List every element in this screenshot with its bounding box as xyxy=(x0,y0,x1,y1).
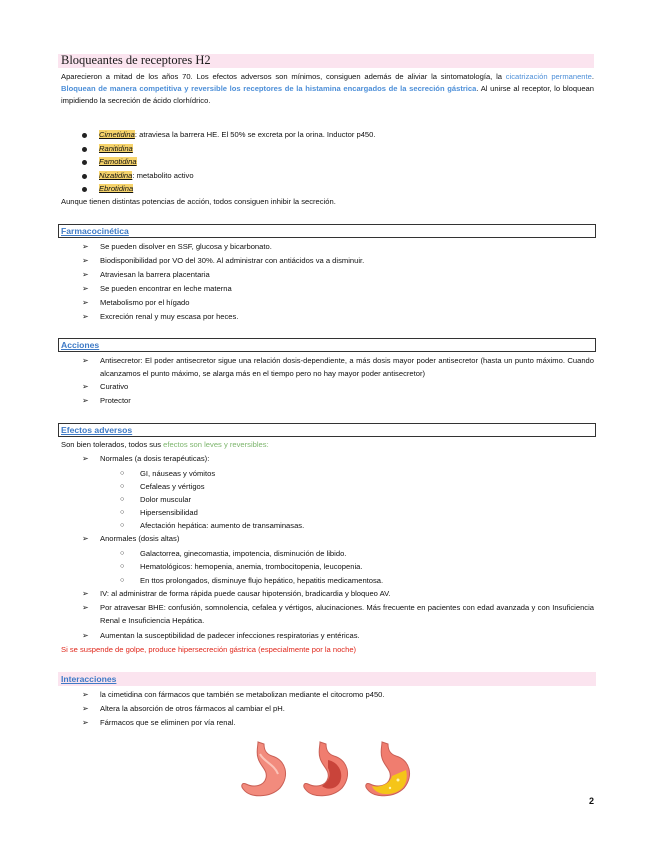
drug-name: Ranitidina xyxy=(99,143,133,153)
list-item xyxy=(82,182,375,196)
list-item xyxy=(82,142,375,156)
page-number: 2 xyxy=(589,796,595,806)
bullet-icon xyxy=(82,133,87,138)
sub-list-item: ○ Dolor muscular xyxy=(120,495,192,504)
list-item: ➢ Anormales (dosis altas) xyxy=(82,533,594,546)
intro-text-1: Aparecieron a mitad de los años 70. Los efectos adversos son mínimos, consiguen además de aliviar la sintomatología, la xyxy=(61,72,506,81)
list-item xyxy=(82,169,375,183)
sub-list-item: ○ Hipersensibilidad xyxy=(120,508,198,517)
section-heading: Farmacocinética xyxy=(61,226,129,236)
bullet-icon xyxy=(82,160,87,165)
arrow-icon: ➢ xyxy=(82,396,89,405)
arrow-icon: ➢ xyxy=(82,356,89,365)
intro-paragraph xyxy=(61,71,594,107)
section-heading: Acciones xyxy=(61,340,100,350)
circle-bullet-icon: ○ xyxy=(120,550,125,557)
sub-list-item: ○ Afectación hepática: aumento de transaminasas. xyxy=(120,521,305,530)
circle-bullet-icon: ○ xyxy=(120,496,125,503)
arrow-icon: ➢ xyxy=(82,631,89,640)
bullet-icon xyxy=(82,147,87,152)
drug-desc: : metabolito activo xyxy=(132,170,194,180)
list-item: ➢ Se pueden encontrar en leche materna xyxy=(82,283,594,296)
section-acciones xyxy=(58,338,596,352)
list-item: ➢ Protector xyxy=(82,395,594,408)
list-item xyxy=(82,128,375,142)
warning-text: Si se suspende de golpe, produce hipersecreción gástrica (especialmente por la noche) xyxy=(61,645,357,654)
drug-name: Nizatidina xyxy=(99,170,133,180)
sub-list-item: ○ En ttos prolongados, disminuye flujo hepático, hepatitis medicamentosa. xyxy=(120,576,384,585)
list-item: ➢ Por atravesar BHE: confusión, somnolencia, cefalea y vértigos, alucinaciones. Más frecuente en pacientes con edad avanzada y con Insuficiencia Renal e Insuficiencia Hepática. xyxy=(82,603,594,625)
intro-text-mechanism: Bloquean de manera competitiva y reversible los receptores de la histamina encargados de la secreción gástrica xyxy=(61,84,477,93)
efectos-intro: Son bien tolerados, todos sus efectos son leves y reversibles: xyxy=(61,440,269,449)
arrow-icon: ➢ xyxy=(82,603,89,612)
section-heading: Efectos adversos xyxy=(61,425,133,435)
section-farmacocinetica xyxy=(58,224,596,238)
section-interacciones xyxy=(58,672,596,686)
arrow-icon: ➢ xyxy=(82,242,89,251)
drug-desc: : atraviesa la barrera HE. El 50% se excreta por la orina. Inductor p450. xyxy=(134,130,376,139)
sub-list-item: ○ Cefaleas y vértigos xyxy=(120,482,205,491)
arrow-icon: ➢ xyxy=(82,454,89,463)
intro-text-2: . Al unirse al receptor, lo bloquean impidiendo la secreción de ácido clorhídrico. xyxy=(61,84,594,105)
circle-bullet-icon: ○ xyxy=(120,563,125,570)
arrow-icon: ➢ xyxy=(82,312,89,321)
arrow-icon: ➢ xyxy=(82,270,89,279)
intro-text-cicatrizacion: cicatrización permanente xyxy=(505,72,592,81)
section-heading: Interacciones xyxy=(61,674,117,684)
list-item: ➢ Antisecretor: El poder antisecretor sigue una relación dosis-dependiente, a más dosis mayor poder antisecretor (hasta un punto máximo. Cuando alcanzamos el punto máximo, se alarga más en el tiempo pero no hay mayor poder antisecretor) xyxy=(82,356,594,378)
arrow-icon: ➢ xyxy=(82,704,89,713)
drug-name: Ebrotidina xyxy=(99,184,134,194)
arrow-icon: ➢ xyxy=(82,256,89,265)
list-item: ➢ la cimetidina con fármacos que también se metabolizan mediante el citocromo p450. xyxy=(82,689,594,702)
drugs-note: Aunque tienen distintas potencias de acción, todos consiguen inhibir la secreción. xyxy=(61,197,336,206)
circle-bullet-icon: ○ xyxy=(120,509,125,516)
list-item: ➢ Normales (a dosis terapéuticas): xyxy=(82,453,594,466)
list-item: ➢ Aumentan la susceptibilidad de padecer infecciones respiratorias y entéricas. xyxy=(82,630,594,643)
list-item: ➢ Atraviesan la barrera placentaria xyxy=(82,269,594,282)
bullet-icon xyxy=(82,174,87,179)
arrow-icon: ➢ xyxy=(82,382,89,391)
drug-name: Famotidina xyxy=(99,157,137,167)
list-item: ➢ Altera la absorción de otros fármacos al cambiar el pH. xyxy=(82,703,594,716)
list-item: ➢ Se pueden disolver en SSF, glucosa y bicarbonato. xyxy=(82,241,594,254)
list-item xyxy=(82,155,375,169)
page-title: Bloqueantes de receptores H2 xyxy=(61,53,211,67)
bullet-icon xyxy=(82,187,87,192)
stomach-healthy-icon xyxy=(242,742,286,796)
section-efectos-adversos xyxy=(58,423,596,437)
stomach-acid-icon xyxy=(366,742,410,796)
circle-bullet-icon: ○ xyxy=(120,483,125,490)
sub-list-item: ○ Hematológicos: hemopenia, anemia, trombocitopenia, leucopenia. xyxy=(120,562,363,571)
drug-list xyxy=(82,128,375,196)
list-item: ➢ Fármacos que se eliminen por vía renal. xyxy=(82,717,594,730)
list-item: ➢ Excreción renal y muy escasa por heces. xyxy=(82,311,594,324)
drug-name: Cimetidina xyxy=(99,130,135,139)
circle-bullet-icon: ○ xyxy=(120,522,125,529)
circle-bullet-icon: ○ xyxy=(120,470,125,477)
arrow-icon: ➢ xyxy=(82,690,89,699)
list-item: ➢ IV: al administrar de forma rápida puede causar hipotensión, bradicardia y bloqueo AV. xyxy=(82,588,594,601)
intro-text-sep: . xyxy=(591,72,594,81)
list-item: ➢ Curativo xyxy=(82,381,594,394)
arrow-icon: ➢ xyxy=(82,284,89,293)
list-item: ➢ Biodisponibilidad por VO del 30%. Al administrar con antiácidos va a disminuir. xyxy=(82,255,594,268)
stomach-illustrations xyxy=(236,740,418,800)
stomach-inflamed-icon xyxy=(304,742,348,796)
list-item: ➢ Metabolismo por el hígado xyxy=(82,297,594,310)
sub-list-item: ○ Galactorrea, ginecomastia, impotencia, disminución de libido. xyxy=(120,549,347,558)
arrow-icon: ➢ xyxy=(82,718,89,727)
arrow-icon: ➢ xyxy=(82,298,89,307)
arrow-icon: ➢ xyxy=(82,534,89,543)
arrow-icon: ➢ xyxy=(82,589,89,598)
sub-list-item: ○ GI, náuseas y vómitos xyxy=(120,469,216,478)
circle-bullet-icon: ○ xyxy=(120,577,125,584)
